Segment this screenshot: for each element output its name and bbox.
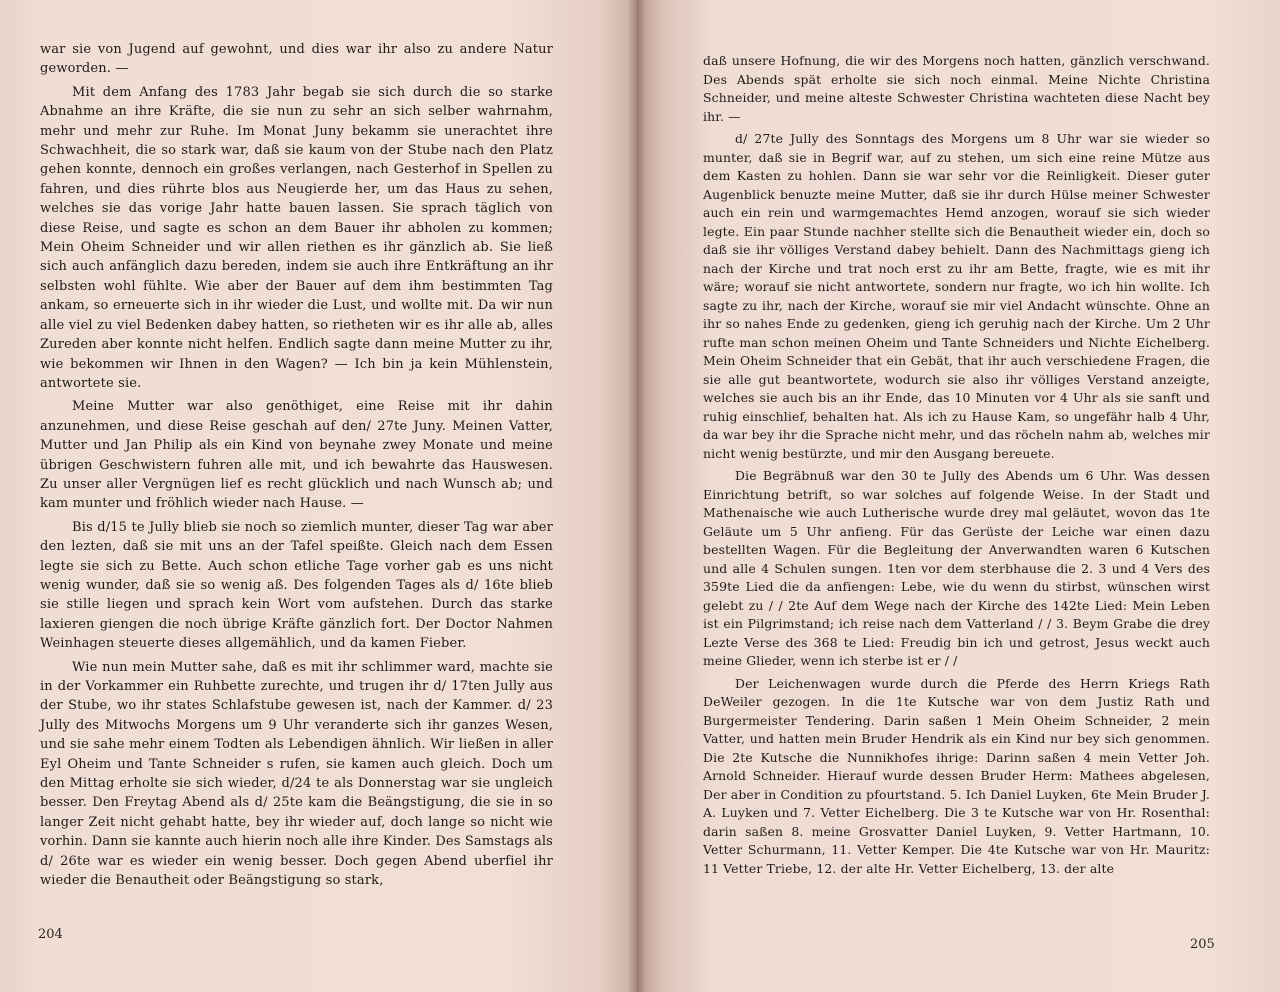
paragraph: Bis d/15 te Jully blieb sie noch so ziemlich munter, dieser Tag war aber den lezten, daß sie mit uns an der Tafel speißte. Gleich nach dem Essen legte sie sich zu Bette. Auch schon etliche Tage vorher gab es uns nicht wenig wunder, daß sie so wenig aß. Des folgenden Tages als d/ 16te blieb sie stille liegen und sprach kein Wort vom aufstehen. Durch das starke laxieren giengen die noch übrige Kräfte gänzlich fort. Der Doctor Nahmen Weinhagen steuerte dieses allgemählich, und da kamen Fieber. (40, 519, 553, 652)
book-gutter (628, 0, 646, 992)
paragraph: Wie nun mein Mutter sahe, daß es mit ihr schlimmer ward, machte sie in der Vorkammer ein Ruhbette zurechte, und trugen ihr d/ 17ten Jully aus der Stube, wo ihr states Schlafstube gewesen ist, nach der Kammer. d/ 23 Jully des Mitwochs Morgens um 9 Uhr veranderte sich ihr ganzes Wesen, und sie sahe mehr einem Todten als Lebendigen ähnlich. Wir ließen in aller Eyl Oheim und Tante Schneider s rufen, sie kamen auch gleich. Doch um den Mittag erholte sie sich wieder, d/24 te als Donnerstag war sie ungleich besser. Den Freytag Abend als d/ 25te kam die Beängstigung, die sie in so langer Zeit nicht gehabt hatte, bey ihr wieder auf, doch lange so nicht wie vorhin. Dann sie kannte auch hierin noch alle ihre Kinder. Des Samstags als d/ 26te war es wieder ein wenig besser. Doch gegen Abend uberfiel ihr wieder die Benautheit oder Beängstigung so stark, (40, 659, 553, 889)
page-number: 205 (1190, 937, 1215, 952)
paragraph: Der Leichenwagen wurde durch die Pferde des Herrn Kriegs Rath DeWeiler gezogen. In die 1te Kutsche war von dem Justiz Rath und Burgermeister Tendering. Darin saßen 1 Mein Oheim Schneider, 2 mein Vatter, und hatten mein Bruder Hendrik als ein Kind nur bey sich genommen. Die 2te Kutsche die Nunnikhofes ihrige: Darinn saßen 4 mein Vetter Joh. Arnold Schneider. Hierauf wurde dessen Bruder Herm: Mathees abgelesen, Der aber in Condition zu pfourtstand. 5. Ich Daniel Luyken, 6te Mein Bruder J. A. Luyken und 7. Vetter Eichelberg. Die 3 te Kutsche war von Hr. Rosenthal: darin saßen 8. meine Grosvatter Daniel Luyken, 9. Vetter Hartmann, 10. Vetter Schurmann, 11. Vetter Kemper. Die 4te Kutsche war von Hr. Mauritz: 11 Vetter Triebe, 12. der alte Hr. Vetter Eichelberg, 13. der alte (703, 675, 1210, 876)
paragraph: d/ 27te Jully des Sonntags des Morgens um 8 Uhr war sie wieder so munter, daß sie in Begrif war, auf zu stehen, um sich eine reine Mütze aus dem Kasten zu hohlen. Dann sie war sehr vor die Reinligkeit. Dieser guter Augenblick benuzte meine Mutter, daß sie ihr durch Hülse meiner Schwester auch ein rein und warmgemachtes Hemd anzogen, worauf sie sich wieder legte. Ein paar Stunde nachher stellte sich die Benautheit wieder ein, doch so daß sie ihr völliges Verstand dabey behielt. Dann des Nachmittags gieng ich nach der Kirche und trat noch erst zu ihr am Bette, fragte, wie es mit ihr wäre; worauf sie nicht antwortete, sondern nur fragte, wo ich hin wollte. Ich sagte zu ihr, nach der Kirche, worauf sie mir viel Andacht wünschte. Ohne an ihr so nahes Ende zu gedenken, gieng ich geruhig nach der Kirche. Um 2 Uhr rufte man schon meinen Oheim und Tante Schneiders und Nichte Eichelberg. Mein Oheim Schneider that ein Gebät, that ihr auch verschiedene Fragen, die sie alle gut beantwortete, wodurch sie also ihr völliges Verstand anzeigte, welches sie auch bis an ihr Ende, das 10 Minuten vor 4 Uhr als sie sanft und ruhig einschlief, behalten hat. Als ich zu Hause Kam, so ungefähr halb 4 Uhr, da war bey ihr die Sprache nicht mehr, und das röcheln nahm ab, welches mir nicht wenig bestürzte, und mir den Ausgang bereuete. (703, 131, 1210, 461)
right-page (637, 0, 1280, 992)
paragraph: war sie von Jugend auf gewohnt, und dies war ihr also zu andere Natur geworden. — (40, 42, 553, 77)
left-page-text (40, 40, 553, 894)
paragraph: Die Begräbnuß war den 30 te Jully des Abends um 6 Uhr. Was dessen Einrichtung betrift, so war solches auf folgende Weise. In der Stadt und Mathenaische wie auch Lutherische wurde drey mal geläutet, wovon das 1te Geläute um 5 Uhr anfieng. Für das Gerüste der Leiche war einen dazu bestellten Wagen. Für die Begleitung der Anverwandten waren 6 Kutschen und alle 4 Schulen sungen. 1ten vor dem sterbhause die 2. 3 und 4 Vers des 359te Lied die da anfiengen: Lebe, wie du wenn du stirbst, wünschen wirst gelebt zu / / 2te Auf dem Wege nach der Kirche des 142te Lied: Mein Leben ist ein Pilgrimstand; ich reise nach dem Vatterland / / 3. Beym Grabe die drey Lezte Verse des 368 te Lied: Freudig bin ich und getrost, Jesus weckt auch meine Glieder, wenn ich sterbe ist er / / (703, 468, 1210, 668)
paragraph: Meine Mutter war also genöthiget, eine Reise mit ihr dahin anzunehmen, und diese Reise geschah auf den/ 27te Juny. Meinen Vatter, Mutter und Jan Philip als ein Kind von beynahe zwey Monate und meine übrigen Geschwistern fuhren alle mit, und ich bewahrte das Hauswesen. Zu unser aller Vergnügen lief es recht glücklich und nach Wunsch ab; und kam munter und fröhlich wieder nach Hause. — (40, 399, 553, 512)
left-page (0, 0, 637, 992)
paragraph: Mit dem Anfang des 1783 Jahr begab sie sich durch die so starke Abnahme an ihre Kräfte, die sie nun zu sehr an sich selber wahrnahm, mehr und mehr zur Ruhe. Im Monat Juny bekamm sie unerachtet ihre Schwachheit, die so stark war, daß sie kaum von der Stube nach den Platz gehen konnte, dennoch ein großes verlangen, nach Gesterhof in Spellen zu fahren, und dies rührte blos aus Neugierde her, um das Haus zu sehen, welches sie das vorige Jahr hatte bauen lassen. Sie sprach täglich von diese Reise, und sagte es schon an dem Bauer ihr abholen zu kommen; Mein Oheim Schneider und wir allen riethen es ihr gänzlich ab. Sie ließ sich auch anfänglich dazu bereden, indem sie auch ihre Entkräftung an ihr selbsten wohl fühlte. Wie aber der Bauer auf dem ihm bestimmten Tag ankam, so erneuerte sich in ihr wieder die Lust, und wollte mit. Da wir nun alle viel zu viel Bedenken dabey hatten, so rietheten wir es ihr alle ab, alles Zureden aber konnte nicht helfen. Endlich sagte dann meine Mutter zu ihr, wie bekommen wir Ihnen in den Wagen? — Ich bin ja kein Mühlenstein, antwortete sie. (40, 84, 553, 391)
paragraph: daß unsere Hofnung, die wir des Morgens noch hatten, gänzlich verschwand. Des Abends spät erholte sie sich noch einmal. Meine Nichte Christina Schneider, und meine alteste Schwester Christina wachteten diese Nacht bey ihr. — (703, 53, 1210, 124)
right-page-text (703, 52, 1210, 882)
page-number: 204 (38, 927, 63, 942)
